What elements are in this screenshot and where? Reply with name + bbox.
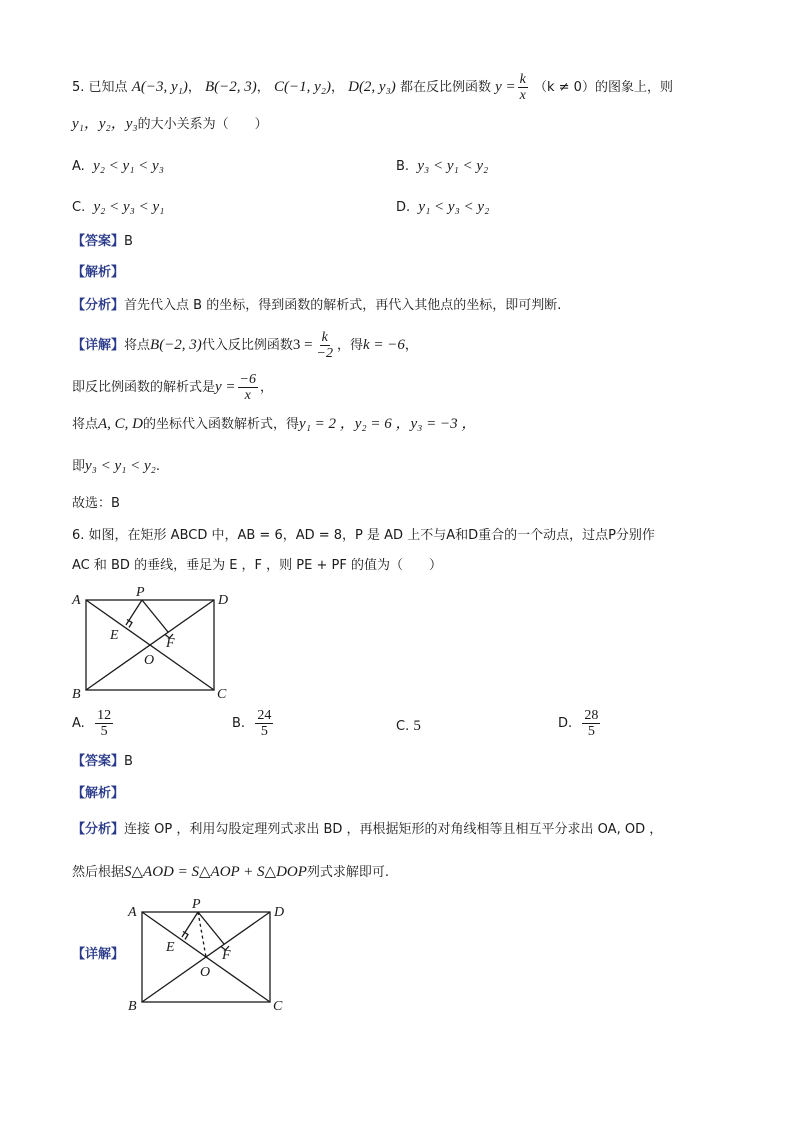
q5-xiangjie-line3: 将点A, C, D的坐标代入函数解析式，得y₁ = 2 ，y₂ = 6 ，y₃ = −3 ，	[72, 416, 477, 432]
q6-xiangjie: 【详解】	[72, 947, 125, 962]
q5-stem-tail: 的图象上，则	[594, 80, 673, 95]
q5-vars: y₁，y₂，y₃	[72, 116, 138, 132]
right-angle-e-2	[183, 932, 188, 940]
q6-answer: 【答案】B	[72, 754, 133, 769]
label-f-2: F	[222, 948, 231, 963]
q5-xj-fraction2: $\frac{-6}{x}$	[239, 372, 256, 403]
q6-analysis-heading: 【解析】	[72, 786, 125, 801]
q6-stem-line2: AC 和 BD 的垂线，垂足为 E ，F ，则 PE + PF 的值为（ ）	[72, 558, 442, 573]
label-c-2: C	[273, 999, 283, 1014]
q6-option-a[interactable]: A. $\frac{12}{5}$	[72, 708, 112, 739]
q5-question: 的大小关系为（ ）	[137, 117, 268, 132]
label-b-2: B	[128, 999, 137, 1014]
q6-fenxi-line2: 然后根据S△AOD = S△AOP + S△DOP列式求解即可.	[72, 864, 390, 880]
seg-pe-2	[182, 912, 198, 937]
label-e: E	[110, 628, 119, 643]
q5-condition: （k ≠ 0）	[534, 80, 595, 95]
q6-fenxi-line1: 【分析】连接 OP ，利用勾股定理列式求出 BD ，再根据矩形的对角线相等且相互平分求出 OA, OD ，	[72, 822, 663, 837]
q5-fenxi: 【分析】首先代入点 B 的坐标，得到函数的解析式，再代入其他点的坐标，即可判断.	[72, 298, 562, 313]
q6-stem-line1: 6. 如图，在矩形 ABCD 中，AB = 6，AD = 8，P 是 AD 上不与A和D重合的一个动点，过点P分别作	[72, 528, 655, 543]
q5-option-c[interactable]: C. y₂ < y₃ < y₁	[72, 199, 165, 215]
label-o-2: O	[200, 965, 211, 980]
right-angle-e	[127, 620, 132, 628]
q5-point-c: C(−1, y₂)	[273, 79, 331, 95]
label-b: B	[72, 687, 81, 702]
label-p: P	[136, 585, 145, 600]
label-e-2: E	[166, 940, 175, 955]
label-p-2: P	[192, 897, 201, 912]
q6-figure-1	[70, 584, 240, 706]
seg-pf-2	[198, 912, 224, 944]
q5-stem-lead: 已知点	[88, 80, 128, 95]
q6-option-c[interactable]: C. 5	[396, 718, 421, 734]
q5-stem-mid: 都在反比例函数	[399, 80, 491, 95]
label-f: F	[166, 636, 175, 651]
q5-option-a[interactable]: A. y₂ < y₁ < y₃	[72, 158, 164, 174]
q5-analysis-heading: 【解析】	[72, 265, 125, 280]
label-a-2: A	[128, 905, 137, 920]
label-c: C	[217, 687, 227, 702]
q5-point-b: B(−2, 3)	[205, 79, 257, 95]
q6-figure-2	[126, 896, 296, 1018]
label-d: D	[218, 593, 229, 608]
q5-option-d[interactable]: D. y₁ < y₃ < y₂	[396, 199, 490, 215]
q5-point-d: D(2, y₃)	[348, 79, 396, 95]
seg-po-dashed	[198, 912, 206, 957]
label-d-2: D	[274, 905, 285, 920]
q5-option-b[interactable]: B. y₃ < y₁ < y₂	[396, 158, 489, 174]
q5-xiangjie-line4: 即y₃ < y₁ < y₂.	[72, 458, 161, 474]
q5-xj-fraction1: $\frac{k}{-2}$	[316, 330, 333, 361]
q5-xiangjie-line2: 即反比例函数的解析式是y = $\frac{-6}{x}$ ，	[72, 372, 274, 403]
q5-fn-lhs: y =	[495, 79, 516, 95]
q5-xiangjie-line1: 【详解】将点B(−2, 3)代入反比例函数3 = $\frac{k}{-2}$ ，得k = −6，	[72, 330, 418, 361]
answer-value: B	[124, 234, 133, 249]
q5-choose: 故选：B	[72, 496, 120, 511]
q5-answer	[72, 232, 133, 252]
seg-pe	[126, 600, 142, 625]
answer-label: 【答案】	[72, 234, 125, 249]
q5-stem-line1: 5. 已知点 A(−3, y₁)， B(−2, 3)， C(−1, y₂)， D(2, y₃) 都在反比例函数 y = $\frac{k}{x}$ （k ≠ 0）的图象上，则	[72, 72, 673, 103]
label-a: A	[72, 593, 81, 608]
q5-point-a: A(−3, y₁)	[131, 79, 188, 95]
q6-option-d[interactable]: D. $\frac{28}{5}$	[558, 708, 599, 739]
q5-number: 5.	[72, 80, 85, 95]
q6-option-b[interactable]: B. $\frac{24}{5}$	[232, 708, 272, 739]
q5-stem-line2	[72, 114, 268, 135]
seg-pf	[142, 600, 168, 632]
label-o: O	[144, 653, 155, 668]
q5-fn-fraction: $\frac{k}{x}$	[519, 72, 526, 103]
